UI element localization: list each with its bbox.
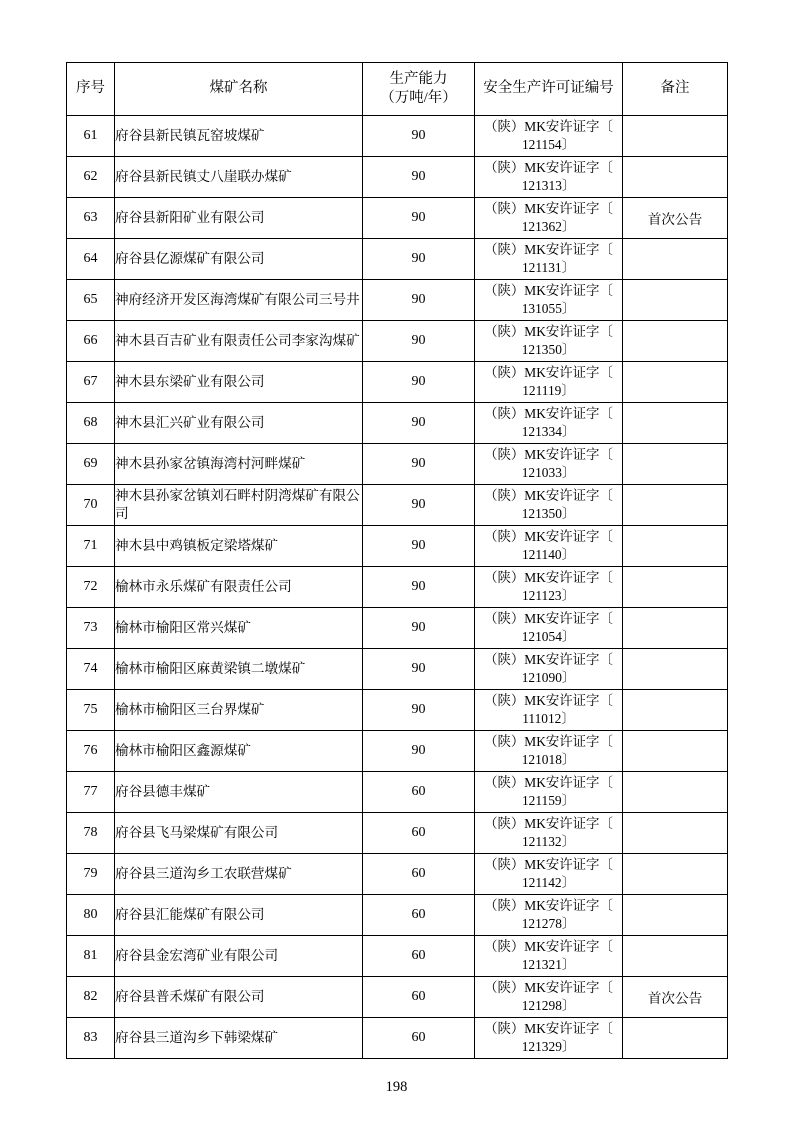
cell-note bbox=[623, 403, 728, 444]
table-row bbox=[67, 526, 728, 567]
table-row bbox=[67, 608, 728, 649]
cell-seq: 78 bbox=[67, 813, 115, 854]
cell-capacity: 90 bbox=[363, 280, 475, 321]
cell-capacity: 90 bbox=[363, 198, 475, 239]
license-prefix: （陕）MK安许证字〔 bbox=[484, 446, 613, 462]
cell-note bbox=[623, 280, 728, 321]
cell-license-number bbox=[475, 977, 623, 1018]
cell-capacity: 90 bbox=[363, 157, 475, 198]
cell-capacity: 60 bbox=[363, 772, 475, 813]
cell-note: 首次公告 bbox=[623, 198, 728, 239]
cell-mine-name: 榆林市榆阳区三台界煤矿 bbox=[115, 690, 363, 731]
license-code: 121329〕 bbox=[521, 1039, 576, 1054]
table-row bbox=[67, 362, 728, 403]
cell-license-number bbox=[475, 116, 623, 157]
license-prefix: （陕）MK安许证字〔 bbox=[484, 364, 613, 380]
column-header-license: 安全生产许可证编号 bbox=[475, 63, 623, 116]
table-row bbox=[67, 239, 728, 280]
cell-capacity: 90 bbox=[363, 444, 475, 485]
cell-seq: 65 bbox=[67, 280, 115, 321]
cell-note bbox=[623, 772, 728, 813]
license-code: 121334〕 bbox=[521, 424, 576, 439]
cell-capacity: 90 bbox=[363, 321, 475, 362]
license-code: 121033〕 bbox=[521, 465, 576, 480]
table-row bbox=[67, 772, 728, 813]
cell-seq: 75 bbox=[67, 690, 115, 731]
license-prefix: （陕）MK安许证字〔 bbox=[484, 979, 613, 995]
table-row bbox=[67, 280, 728, 321]
cell-seq: 66 bbox=[67, 321, 115, 362]
license-code: 131055〕 bbox=[521, 301, 576, 316]
cell-license-number bbox=[475, 280, 623, 321]
license-code: 121131〕 bbox=[521, 260, 576, 275]
cell-mine-name: 神木县孙家岔镇刘石畔村阴湾煤矿有限公司 bbox=[115, 485, 363, 526]
license-code: 121018〕 bbox=[521, 752, 576, 767]
cell-mine-name: 府谷县飞马梁煤矿有限公司 bbox=[115, 813, 363, 854]
coal-mine-license-table bbox=[66, 62, 728, 1059]
license-prefix: （陕）MK安许证字〔 bbox=[484, 938, 613, 954]
cell-mine-name: 府谷县金宏湾矿业有限公司 bbox=[115, 936, 363, 977]
table-row bbox=[67, 444, 728, 485]
table-row bbox=[67, 1018, 728, 1059]
cell-note bbox=[623, 649, 728, 690]
cell-seq: 81 bbox=[67, 936, 115, 977]
license-prefix: （陕）MK安许证字〔 bbox=[484, 692, 613, 708]
table-row bbox=[67, 198, 728, 239]
cell-seq: 62 bbox=[67, 157, 115, 198]
license-prefix: （陕）MK安许证字〔 bbox=[484, 815, 613, 831]
cell-note bbox=[623, 1018, 728, 1059]
cell-mine-name: 神木县东梁矿业有限公司 bbox=[115, 362, 363, 403]
cell-note bbox=[623, 362, 728, 403]
license-prefix: （陕）MK安许证字〔 bbox=[484, 733, 613, 749]
cell-seq: 70 bbox=[67, 485, 115, 526]
cell-seq: 72 bbox=[67, 567, 115, 608]
cell-mine-name: 府谷县新阳矿业有限公司 bbox=[115, 198, 363, 239]
cell-seq: 77 bbox=[67, 772, 115, 813]
cell-license-number bbox=[475, 895, 623, 936]
cell-license-number bbox=[475, 608, 623, 649]
table-row bbox=[67, 403, 728, 444]
cell-license-number bbox=[475, 444, 623, 485]
cell-note bbox=[623, 608, 728, 649]
table-header-row bbox=[67, 63, 728, 116]
cell-license-number bbox=[475, 485, 623, 526]
column-header-capacity-line1: 生产能力 bbox=[389, 71, 448, 88]
cell-mine-name: 榆林市永乐煤矿有限责任公司 bbox=[115, 567, 363, 608]
cell-capacity: 90 bbox=[363, 116, 475, 157]
cell-seq: 82 bbox=[67, 977, 115, 1018]
cell-note bbox=[623, 895, 728, 936]
cell-note bbox=[623, 936, 728, 977]
license-prefix: （陕）MK安许证字〔 bbox=[484, 200, 613, 216]
cell-capacity: 90 bbox=[363, 731, 475, 772]
cell-license-number bbox=[475, 157, 623, 198]
license-prefix: （陕）MK安许证字〔 bbox=[484, 282, 613, 298]
cell-capacity: 90 bbox=[363, 526, 475, 567]
table-row bbox=[67, 690, 728, 731]
cell-seq: 68 bbox=[67, 403, 115, 444]
cell-license-number bbox=[475, 239, 623, 280]
license-prefix: （陕）MK安许证字〔 bbox=[484, 610, 613, 626]
license-code: 121119〕 bbox=[522, 383, 575, 398]
cell-license-number bbox=[475, 649, 623, 690]
cell-capacity: 60 bbox=[363, 854, 475, 895]
cell-capacity: 90 bbox=[363, 690, 475, 731]
license-code: 121123〕 bbox=[521, 588, 576, 603]
cell-seq: 79 bbox=[67, 854, 115, 895]
cell-capacity: 90 bbox=[363, 239, 475, 280]
license-prefix: （陕）MK安许证字〔 bbox=[484, 323, 613, 339]
table-row bbox=[67, 936, 728, 977]
license-code: 121090〕 bbox=[521, 670, 576, 685]
cell-mine-name: 神木县百吉矿业有限责任公司李家沟煤矿 bbox=[115, 321, 363, 362]
table-row bbox=[67, 854, 728, 895]
cell-seq: 76 bbox=[67, 731, 115, 772]
cell-license-number bbox=[475, 936, 623, 977]
cell-seq: 67 bbox=[67, 362, 115, 403]
page-number: 198 bbox=[385, 1079, 408, 1095]
cell-note: 首次公告 bbox=[623, 977, 728, 1018]
cell-note bbox=[623, 690, 728, 731]
license-prefix: （陕）MK安许证字〔 bbox=[484, 528, 613, 544]
cell-license-number bbox=[475, 731, 623, 772]
license-code: 121350〕 bbox=[521, 506, 576, 521]
cell-mine-name: 府谷县三道沟乡工农联营煤矿 bbox=[115, 854, 363, 895]
cell-capacity: 90 bbox=[363, 485, 475, 526]
cell-mine-name: 府谷县新民镇瓦窑坡煤矿 bbox=[115, 116, 363, 157]
cell-note bbox=[623, 854, 728, 895]
cell-mine-name: 榆林市榆阳区常兴煤矿 bbox=[115, 608, 363, 649]
license-prefix: （陕）MK安许证字〔 bbox=[484, 241, 613, 257]
license-code: 121321〕 bbox=[521, 957, 576, 972]
cell-license-number bbox=[475, 772, 623, 813]
license-code: 121362〕 bbox=[521, 219, 576, 234]
cell-mine-name: 府谷县三道沟乡下韩梁煤矿 bbox=[115, 1018, 363, 1059]
cell-capacity: 90 bbox=[363, 403, 475, 444]
license-prefix: （陕）MK安许证字〔 bbox=[484, 897, 613, 913]
cell-seq: 63 bbox=[67, 198, 115, 239]
cell-license-number bbox=[475, 854, 623, 895]
cell-capacity: 90 bbox=[363, 362, 475, 403]
cell-note bbox=[623, 116, 728, 157]
cell-seq: 74 bbox=[67, 649, 115, 690]
table-row bbox=[67, 567, 728, 608]
license-code: 111012〕 bbox=[522, 711, 575, 726]
cell-mine-name: 府谷县新民镇丈八崖联办煤矿 bbox=[115, 157, 363, 198]
cell-seq: 83 bbox=[67, 1018, 115, 1059]
cell-license-number bbox=[475, 690, 623, 731]
table-row bbox=[67, 485, 728, 526]
cell-note bbox=[623, 813, 728, 854]
cell-license-number bbox=[475, 567, 623, 608]
cell-license-number bbox=[475, 403, 623, 444]
cell-note bbox=[623, 444, 728, 485]
table-row bbox=[67, 116, 728, 157]
license-prefix: （陕）MK安许证字〔 bbox=[484, 774, 613, 790]
cell-license-number bbox=[475, 198, 623, 239]
table-row bbox=[67, 731, 728, 772]
license-prefix: （陕）MK安许证字〔 bbox=[484, 159, 613, 175]
cell-note bbox=[623, 731, 728, 772]
cell-capacity: 60 bbox=[363, 1018, 475, 1059]
cell-capacity: 60 bbox=[363, 936, 475, 977]
cell-seq: 71 bbox=[67, 526, 115, 567]
table-row bbox=[67, 321, 728, 362]
cell-capacity: 60 bbox=[363, 977, 475, 1018]
cell-mine-name: 神木县中鸡镇板定梁塔煤矿 bbox=[115, 526, 363, 567]
license-code: 121159〕 bbox=[521, 793, 576, 808]
cell-capacity: 90 bbox=[363, 649, 475, 690]
license-code: 121142〕 bbox=[521, 875, 576, 890]
license-prefix: （陕）MK安许证字〔 bbox=[484, 856, 613, 872]
table-row bbox=[67, 157, 728, 198]
cell-mine-name: 神木县孙家岔镇海湾村河畔煤矿 bbox=[115, 444, 363, 485]
table-row bbox=[67, 977, 728, 1018]
cell-capacity: 60 bbox=[363, 895, 475, 936]
cell-license-number bbox=[475, 813, 623, 854]
table-body bbox=[67, 116, 728, 1059]
cell-mine-name: 神木县汇兴矿业有限公司 bbox=[115, 403, 363, 444]
column-header-name: 煤矿名称 bbox=[115, 63, 363, 116]
cell-mine-name: 榆林市榆阳区鑫源煤矿 bbox=[115, 731, 363, 772]
table-row bbox=[67, 813, 728, 854]
cell-note bbox=[623, 526, 728, 567]
table-row bbox=[67, 895, 728, 936]
cell-note bbox=[623, 485, 728, 526]
cell-capacity: 90 bbox=[363, 608, 475, 649]
table-header bbox=[67, 63, 728, 116]
license-prefix: （陕）MK安许证字〔 bbox=[484, 405, 613, 421]
cell-note bbox=[623, 157, 728, 198]
license-prefix: （陕）MK安许证字〔 bbox=[484, 118, 613, 134]
license-code: 121298〕 bbox=[521, 998, 576, 1013]
license-code: 121054〕 bbox=[521, 629, 576, 644]
cell-license-number bbox=[475, 321, 623, 362]
column-header-capacity bbox=[363, 63, 475, 116]
column-header-seq: 序号 bbox=[67, 63, 115, 116]
cell-note bbox=[623, 567, 728, 608]
cell-license-number bbox=[475, 1018, 623, 1059]
license-code: 121154〕 bbox=[521, 137, 576, 152]
license-code: 121132〕 bbox=[521, 834, 576, 849]
cell-mine-name: 神府经济开发区海湾煤矿有限公司三号井 bbox=[115, 280, 363, 321]
cell-capacity: 60 bbox=[363, 813, 475, 854]
license-code: 121140〕 bbox=[521, 547, 576, 562]
cell-license-number bbox=[475, 362, 623, 403]
column-header-note: 备注 bbox=[623, 63, 728, 116]
license-prefix: （陕）MK安许证字〔 bbox=[484, 487, 613, 503]
cell-license-number bbox=[475, 526, 623, 567]
cell-mine-name: 府谷县汇能煤矿有限公司 bbox=[115, 895, 363, 936]
cell-mine-name: 府谷县普禾煤矿有限公司 bbox=[115, 977, 363, 1018]
cell-mine-name: 府谷县亿源煤矿有限公司 bbox=[115, 239, 363, 280]
cell-mine-name: 府谷县德丰煤矿 bbox=[115, 772, 363, 813]
cell-seq: 69 bbox=[67, 444, 115, 485]
table-row bbox=[67, 649, 728, 690]
cell-mine-name: 榆林市榆阳区麻黄梁镇二墩煤矿 bbox=[115, 649, 363, 690]
cell-capacity: 90 bbox=[363, 567, 475, 608]
cell-seq: 80 bbox=[67, 895, 115, 936]
license-code: 121350〕 bbox=[521, 342, 576, 357]
column-header-capacity-line2: （万吨/年） bbox=[380, 90, 457, 106]
license-prefix: （陕）MK安许证字〔 bbox=[484, 1020, 613, 1036]
cell-seq: 73 bbox=[67, 608, 115, 649]
license-code: 121313〕 bbox=[521, 178, 576, 193]
license-code: 121278〕 bbox=[521, 916, 576, 931]
cell-note bbox=[623, 239, 728, 280]
cell-seq: 64 bbox=[67, 239, 115, 280]
cell-seq: 61 bbox=[67, 116, 115, 157]
cell-note bbox=[623, 321, 728, 362]
license-prefix: （陕）MK安许证字〔 bbox=[484, 651, 613, 667]
license-prefix: （陕）MK安许证字〔 bbox=[484, 569, 613, 585]
